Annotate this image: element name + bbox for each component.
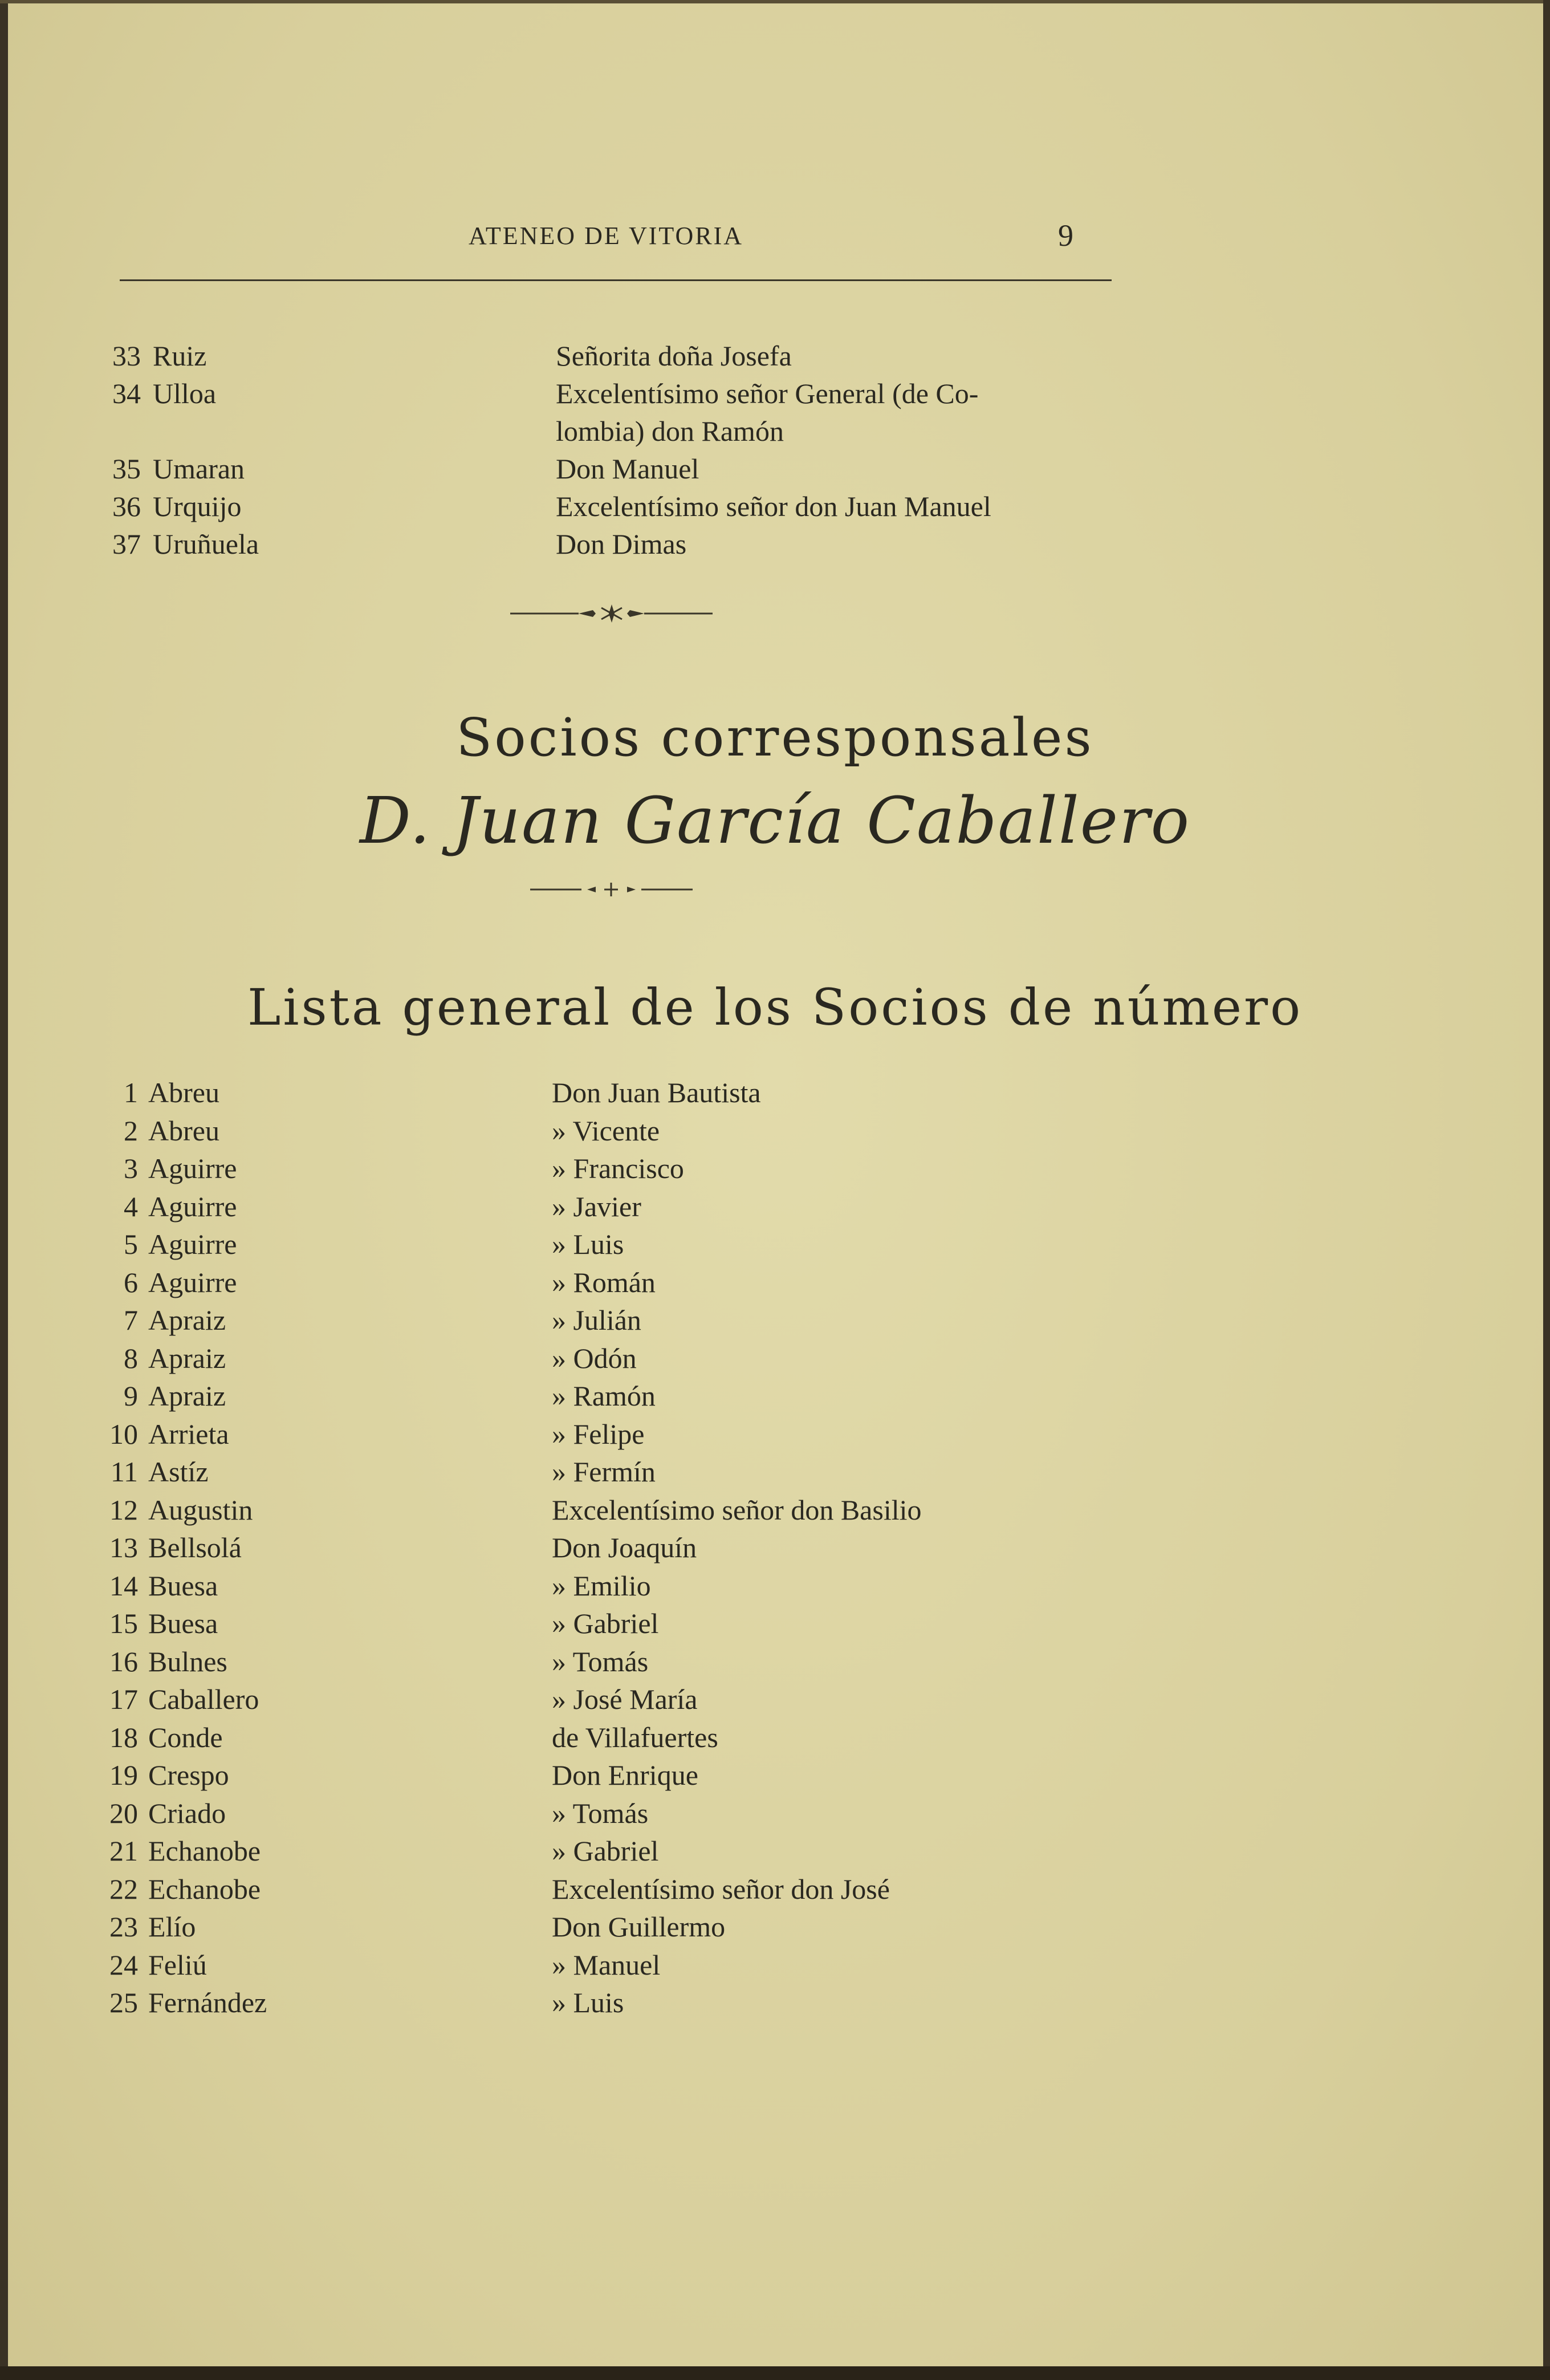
entry-surname: Conde <box>148 1721 223 1753</box>
entry-given-name: Excelentísimo señor don José <box>552 1873 890 1905</box>
entry-number: 23 <box>109 1911 138 1943</box>
entry-given-name: Don Enrique <box>552 1759 698 1791</box>
page-number: 9 <box>1058 218 1073 253</box>
entry-given-name: » Emilio <box>552 1569 651 1602</box>
scan-edge-top <box>0 0 1550 3</box>
entry-surname: Apraiz <box>148 1304 226 1336</box>
entry-given-name: » Fermín <box>552 1456 656 1488</box>
entry-number: 6 <box>124 1266 138 1298</box>
entry-given-name: » Francisco <box>552 1152 684 1184</box>
entry-surname: Umaran <box>153 453 245 485</box>
entry-surname: Caballero <box>148 1683 259 1715</box>
entry-given-name: lombia) don Ramón <box>556 415 784 447</box>
section-title-corresponsales: Socios corresponsales <box>456 707 1094 768</box>
entry-number: 25 <box>109 1987 138 2018</box>
entry-given-name: Don Guillermo <box>552 1911 726 1943</box>
entry-number: 11 <box>110 1456 138 1488</box>
entry-surname: Bellsolá <box>148 1532 242 1563</box>
entry-number: 35 <box>112 453 141 485</box>
entry-surname: Bulnes <box>148 1645 227 1678</box>
entry-surname: Echanobe <box>148 1835 261 1867</box>
entry-number: 4 <box>124 1190 138 1223</box>
entry-number: 17 <box>109 1683 138 1715</box>
running-title: ATENEO DE VITORIA <box>469 222 743 250</box>
entry-number: 34 <box>112 377 141 409</box>
entry-number: 2 <box>124 1114 138 1147</box>
entry-number: 16 <box>109 1645 138 1678</box>
entry-surname: Urquijo <box>153 490 242 522</box>
entry-number: 18 <box>109 1721 138 1753</box>
entry-given-name: » Manuel <box>552 1948 661 1981</box>
entry-given-name: » Tomás <box>552 1645 649 1678</box>
header-rule <box>120 279 1112 281</box>
entry-number: 14 <box>109 1569 138 1602</box>
entry-surname: Buesa <box>148 1569 218 1602</box>
ornament-divider-1 <box>510 602 713 625</box>
entry-surname: Ruiz <box>153 340 207 372</box>
entry-surname: Abreu <box>148 1077 219 1108</box>
entry-number: 19 <box>109 1759 138 1791</box>
entry-given-name: » Luis <box>552 1228 624 1260</box>
entry-surname: Buesa <box>148 1607 218 1639</box>
entry-surname: Fernández <box>148 1987 267 2018</box>
entry-surname: Elío <box>148 1911 196 1943</box>
entry-given-name: » Luis <box>552 1987 624 2018</box>
entry-given-name: » Gabriel <box>552 1835 659 1867</box>
entry-surname: Aguirre <box>148 1266 237 1298</box>
entry-surname: Aguirre <box>148 1228 237 1260</box>
entry-given-name: » Felipe <box>552 1418 645 1450</box>
entry-number: 9 <box>124 1380 138 1412</box>
entry-surname: Apraiz <box>148 1342 226 1374</box>
entry-number: 7 <box>124 1304 138 1336</box>
entry-surname: Criado <box>148 1797 226 1829</box>
entry-number: 10 <box>109 1418 138 1450</box>
entry-surname: Astíz <box>148 1456 209 1488</box>
entry-number: 37 <box>112 528 141 560</box>
entry-given-name: » Román <box>552 1266 656 1298</box>
entry-given-name: Don Dimas <box>556 528 687 560</box>
entry-number: 5 <box>124 1228 138 1260</box>
entry-surname: Echanobe <box>148 1873 261 1905</box>
entry-given-name: Excelentísimo señor General (de Co- <box>556 377 979 409</box>
entry-given-name: Don Manuel <box>556 453 699 485</box>
entry-given-name: Don Joaquín <box>552 1532 697 1563</box>
entry-given-name: » Ramón <box>552 1380 656 1412</box>
entry-surname: Apraiz <box>148 1380 226 1412</box>
entry-surname: Feliú <box>148 1948 207 1981</box>
entry-given-name: Señorita doña Josefa <box>556 340 792 372</box>
entry-given-name: » Tomás <box>552 1797 649 1829</box>
scan-edge-right <box>1543 0 1550 2380</box>
entry-given-name: Excelentísimo señor don Juan Manuel <box>556 490 991 522</box>
entry-given-name: » Gabriel <box>552 1607 659 1639</box>
entry-number: 21 <box>109 1835 138 1867</box>
entry-given-name: » Julián <box>552 1304 641 1336</box>
entry-surname: Uruñuela <box>153 528 259 560</box>
entry-number: 3 <box>124 1152 138 1184</box>
scan-edge-bottom <box>0 2366 1550 2380</box>
entry-surname: Augustin <box>148 1493 253 1526</box>
entry-number: 20 <box>109 1797 138 1829</box>
corresponsal-name: D. Juan García Caballero <box>359 784 1191 858</box>
entry-given-name: Excelentísimo señor don Basilio <box>552 1493 922 1526</box>
entry-surname: Aguirre <box>148 1190 237 1223</box>
entry-number: 22 <box>109 1873 138 1905</box>
entry-given-name: Don Juan Bautista <box>552 1077 761 1108</box>
section-title-lista: Lista general de los Socios de número <box>247 978 1303 1037</box>
entry-number: 8 <box>124 1342 138 1374</box>
entry-number: 1 <box>124 1077 138 1108</box>
entry-number: 36 <box>112 490 141 522</box>
entry-given-name: de Villafuertes <box>552 1721 718 1753</box>
entry-given-name: » Javier <box>552 1190 641 1223</box>
entry-number: 13 <box>109 1532 138 1563</box>
entry-given-name: » Vicente <box>552 1114 660 1147</box>
entry-given-name: » Odón <box>552 1342 637 1374</box>
entry-number: 33 <box>112 340 141 372</box>
entry-number: 15 <box>109 1607 138 1639</box>
entry-surname: Ulloa <box>153 377 217 409</box>
entry-number: 24 <box>109 1948 138 1981</box>
entry-surname: Aguirre <box>148 1152 237 1184</box>
entry-surname: Crespo <box>148 1759 229 1791</box>
entry-surname: Abreu <box>148 1114 219 1147</box>
ornament-divider-2 <box>530 881 693 898</box>
entry-given-name: » José María <box>552 1683 698 1715</box>
entry-number: 12 <box>109 1493 138 1526</box>
entry-surname: Arrieta <box>148 1418 229 1450</box>
